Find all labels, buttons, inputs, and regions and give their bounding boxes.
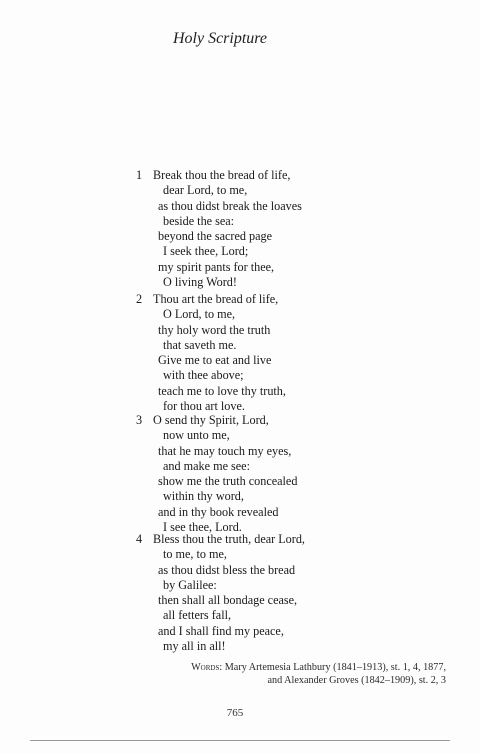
verse-line: teach me to love thy truth, bbox=[158, 383, 286, 398]
words-credit bbox=[191, 662, 446, 687]
verse-line: to me, to me, bbox=[163, 547, 227, 562]
verse-line: beyond the sacred page bbox=[158, 229, 273, 244]
credit-text-1: : Mary Artemesia Lathbury (1841–1913), st. 1, 4, 1877, bbox=[219, 662, 446, 673]
verse-line: then shall all bondage cease, bbox=[158, 593, 298, 608]
verse-line: by Galilee: bbox=[163, 577, 217, 592]
stanza-number: 1 bbox=[136, 168, 143, 182]
stanza-number: 2 bbox=[136, 292, 143, 306]
verse-line: Bless thou the truth, dear Lord, bbox=[153, 532, 305, 546]
verse-line: and I shall find my peace, bbox=[158, 623, 284, 638]
page-edge-divider bbox=[30, 740, 450, 741]
verse-line: Break thou the bread of life, bbox=[153, 168, 291, 182]
verse-line: and make me see: bbox=[163, 458, 250, 473]
verse-line: as thou didst bless the bread bbox=[158, 562, 296, 577]
credit-label: Words bbox=[191, 662, 220, 673]
verse-line: I seek thee, Lord; bbox=[163, 244, 249, 259]
verse-line: O living Word! bbox=[163, 275, 237, 290]
stanza-3 bbox=[136, 413, 297, 535]
verse-line: as thou didst break the loaves bbox=[158, 198, 302, 213]
verse-line: now unto me, bbox=[163, 428, 230, 443]
verse-line: I see thee, Lord. bbox=[163, 520, 242, 535]
verse-line: thy holy word the truth bbox=[158, 322, 271, 337]
verse-line: that he may touch my eyes, bbox=[158, 443, 292, 458]
verse-line: my spirit pants for thee, bbox=[158, 259, 275, 274]
verse-line: all fetters fall, bbox=[163, 608, 232, 623]
credit-line-2: and Alexander Groves (1842–1909), st. 2, 3 bbox=[267, 674, 446, 686]
verse-line: show me the truth concealed bbox=[158, 474, 298, 489]
verse-line: and in thy book revealed bbox=[158, 504, 279, 519]
stanza-number: 4 bbox=[136, 532, 143, 546]
verse-line: that saveth me. bbox=[163, 337, 237, 352]
stanza-1 bbox=[136, 168, 302, 290]
verse-line: for thou art love. bbox=[163, 399, 245, 414]
verse-line: beside the sea: bbox=[163, 213, 235, 228]
verse-line: with thee above; bbox=[163, 368, 244, 383]
verse-line: O send thy Spirit, Lord, bbox=[153, 413, 269, 427]
verse-line: dear Lord, to me, bbox=[163, 183, 248, 198]
verse-line: within thy word, bbox=[163, 489, 244, 504]
verse-line: Give me to eat and live bbox=[158, 353, 272, 368]
credit-line-1 bbox=[191, 662, 446, 675]
verse-line: Thou art the bread of life, bbox=[153, 292, 279, 306]
verse-line: my all in all! bbox=[163, 639, 226, 654]
stanza-4 bbox=[136, 532, 305, 654]
page-number: 765 bbox=[226, 707, 244, 719]
section-heading: Holy Scripture bbox=[172, 30, 268, 47]
stanza-number: 3 bbox=[136, 413, 143, 427]
stanza-2 bbox=[136, 292, 286, 414]
verse-line: O Lord, to me, bbox=[163, 307, 236, 322]
